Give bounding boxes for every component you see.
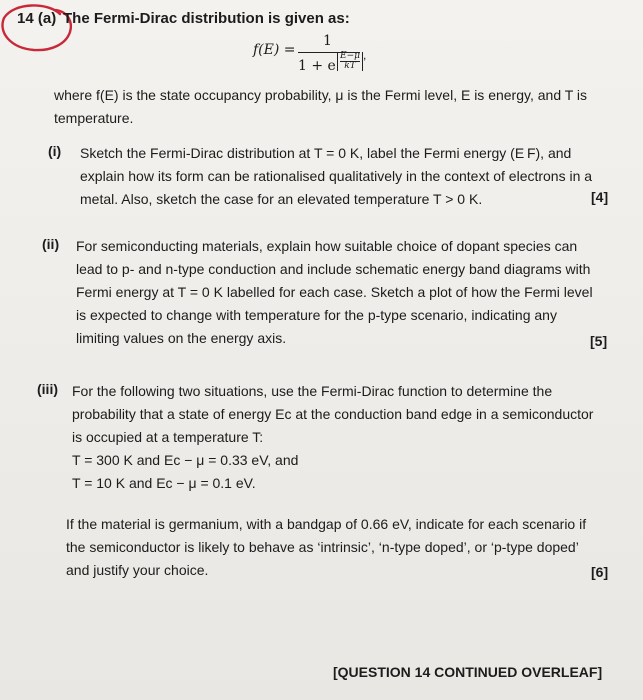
equation-numerator: 1 [323,33,332,49]
where-line: temperature. [54,110,134,126]
part-iii-line: For the following two situations, use the Fermi-Dirac function to determine the [72,383,553,399]
part-iii-text-2 [66,513,586,582]
part-i-line: metal. Also, sketch the case for an elevated temperature T > 0 K. [80,191,483,207]
part-ii-line: is expected to change with temperature for the p-type scenario, indicating any [76,307,557,323]
equation-lhs: f(E) = [253,42,296,58]
equation-denominator: 1 + e [298,58,336,74]
part-ii-marks: [5] [590,333,608,349]
part-iii-label: (iii) [37,381,58,397]
question-number: 14 (a) [17,10,57,27]
continued-overleaf-note: [QUESTION 14 CONTINUED OVERLEAF] [333,664,603,680]
part-iii-line: is occupied at a temperature T: [72,429,264,445]
part-iii-marks: [6] [591,564,609,580]
part-iii-line: T = 300 K and Ec − μ = 0.33 eV, and [72,452,299,468]
question-title: The Fermi-Dirac distribution is given as: [63,10,350,27]
equation-trail: , [363,48,367,62]
red-circle-annotation [0,0,90,60]
part-iii-line: probability that a state of energy Ec at the conduction band edge in a semiconductor [72,406,594,422]
part-i-line: explain how its form can be rationalised qualitatively in the context of electrons in a [80,168,593,184]
part-iii-line: T = 10 K and Ec − μ = 0.1 eV. [72,475,256,491]
part-ii-text [76,235,593,350]
exponent-denominator: kT [344,61,356,71]
where-paragraph [54,84,587,130]
part-ii-line: lead to p- and n-type conduction and include schematic energy band diagrams with [76,261,591,277]
exponent-numerator: E−μ [340,51,360,61]
where-line: where f(E) is the state occupancy probability, μ is the Fermi level, E is energy, and T is [54,87,588,103]
equation-exponent [337,52,363,71]
part-i-marks: [4] [591,189,609,205]
part-i-label: (i) [48,143,62,159]
part-iii-line: and justify your choice. [66,562,209,578]
part-ii-line: limiting values on the energy axis. [76,330,287,346]
part-iii-line: the semiconductor is likely to behave as ‘intrinsic’, ‘n-type doped’, or ‘p-type doped’ [66,539,579,555]
part-i-text [80,142,592,211]
part-iii-line: If the material is germanium, with a bandgap of 0.66 eV, indicate for each scenario if [66,516,587,532]
part-ii-line: For semiconducting materials, explain how suitable choice of dopant species can [76,238,578,254]
part-iii-text [72,380,593,495]
part-ii-line: Fermi energy at T = 0 K labelled for each case. Sketch a plot of how the Fermi level [76,284,593,300]
part-i-line: Sketch the Fermi-Dirac distribution at T = 0 K, label the Fermi energy (E F), and [80,145,572,161]
part-ii-label: (ii) [42,236,60,252]
